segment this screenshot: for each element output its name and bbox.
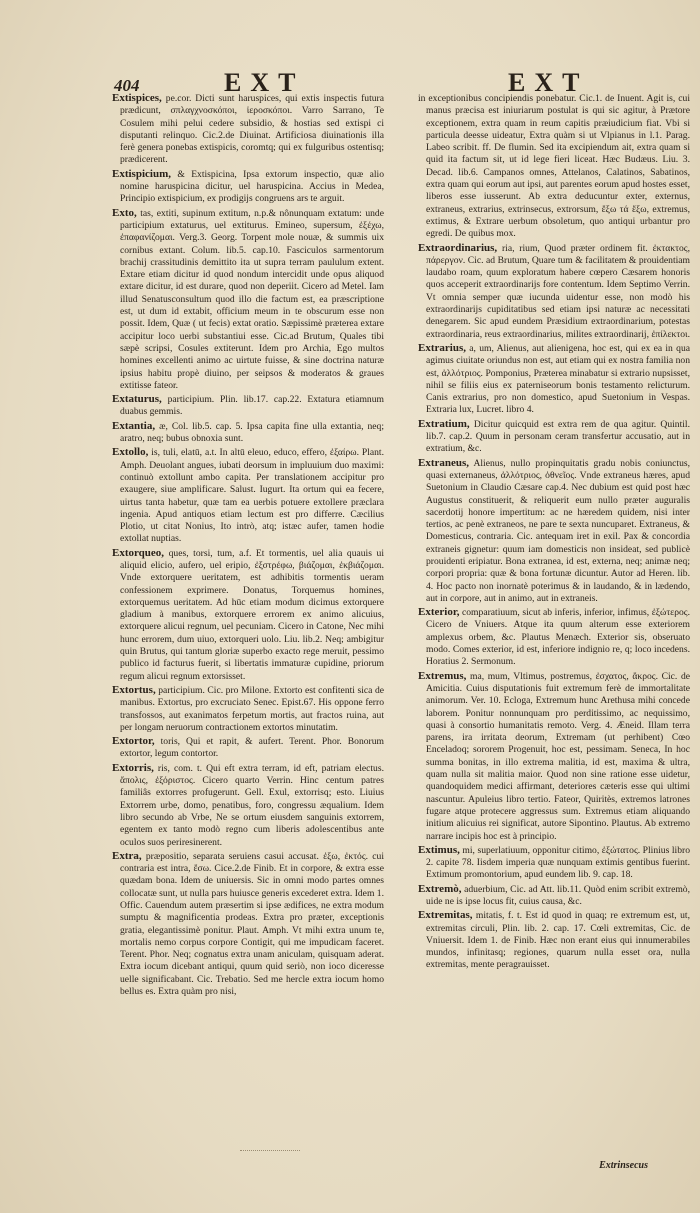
entry-headword: Extorris,	[112, 761, 154, 774]
entry-text: pe.cor. Dicti sunt haruspices, qui extis inspectis futura prædicunt, σπλαγχνοσκόποι, ἱεροσκόποι. Varro Sarrano, Te Cosulem mihi pelui cedere subsidio, & hostias sed extispi ci disputanti relinquo. Cic.2.de Diuinat. Artificiosa diuinationis illa ferè genera ponebas extispicis, coromtq; qui ex fulguribus ostentisq; prædicerent.	[120, 93, 384, 166]
entry-headword: Extratium,	[418, 417, 470, 430]
dictionary-entry	[418, 883, 690, 909]
entry-headword: Extremus,	[418, 669, 467, 682]
dictionary-entry	[418, 909, 690, 971]
entry-headword: Extremò,	[418, 882, 462, 895]
entry-headword: Extortor,	[112, 735, 155, 748]
dictionary-entry	[418, 242, 690, 341]
entry-text: Dicitur quicquid est extra rem de qua agitur. Quintil. lib.7. cap.2. Quum in personam ceram transfertur accusatio, aut in extratium, &c.	[426, 418, 690, 455]
entry-text: participium. Plin. lib.17. cap.22. Extatura etiamnum duabus gemmis.	[120, 394, 384, 418]
entry-headword: Extraordinarius,	[418, 241, 498, 254]
dictionary-entry	[112, 684, 384, 734]
entry-text: ris, com. t. Qui eft extra terram, id eft, patriam electus. ἄπολις, ἐξόριστος. Cicero quarto Verrin. Hinc centum patres familiâs extorres profugerunt. Gell. Exul, extorrisq; esto. Liuius Extorrem urbe, domo, penatibus, foro, congressu æqualium. Idem libro secundo ab Vrbe, Ne se ortum eiusdem sanguinis extorrem, egentem ex tanto modò regno cum liberis adolescentibus ante oculos suos periresinerent.	[120, 762, 384, 848]
entry-text: tas, extiti, supinum extitum, n.p.& nônunquam extatum: unde participium extaturus, uel extiturus. Emineo, supersum, ἐξέχω, ἐπαφανίζομαι. Verg.3. Georg. Torpent mole nouæ, & summis uix cornibus extant. Colum. lib.5. cap.10. Fasciculos sarmentorum brachij crassitudinis demittito ita ut supra terram paululum extent. Extare etiam dicitur id quod nondum intercidit unde opus aliquod extare dicitur, id est durare, quod non deperiit. Cicero ad Metel. Iam illud Senatusconsultum quod illo die factum est, ea præscriptione est, ut dum id extabit, officium meum in te obscurum esse non possit. Idem, Quæ ( ut fecis) extat oratio. Sæpissimè præterea extare accipitur loco uerbi substantiui esse. Cic.ad Brutum, Quales tibi sæpè scripsi, Cosules extiterunt. Idem pro Archia, Ego multos homines excellenti animo ac uirtute fuisse, & sine doctrina naturæ ipsius habitu propè diuino, per seipsos & moderatos & graues extitisse fateor.	[120, 207, 384, 391]
dictionary-entry	[418, 342, 690, 417]
entry-text: Alienus, nullo propinquitatis gradu nobis coniunctus, quasi externaneus, ἀλλότριος, ὀθνεῖος. Vnde extraneus hæres, apud Suetonium in Claudio Cæsare cap.4. Nec dubium est quid post hæc Augustus constituerit, & reliquerit eum nullo præter auguralis sacerdotij honore impertitum: ac ne hæredem quidem, nisi inter tertios, ac penè extraneos, ne pare te sexta nuncuparet. Extraneus, & Domesticus, contraria. Cic. antequam iret in exil. Pax & concordia extraneis gignetur: quum iam domesticis non insideat, sed publicè prouidenti eripiatur. Bona extranea, id est, externa, neq; animæ neq; corpori propria: quæ & bona fortunæ dicuntur. Autor ad Heren. lib. 4. Hoc pacto non inornatè poterimus & in laudando, & in lædendo, aut in corpore, aut in animo, aut in extraneis.	[426, 457, 690, 604]
dictionary-entry	[418, 418, 690, 456]
right-column	[418, 92, 690, 1152]
entry-text: præpositio, separata seruiens casui accusat. ἐξω, ἐκτός. cui contraria est intra, ἔσω. Cice.2.de Finib. Et in corpore, & extra esse quædam bona. Idem de uniuersis. Sic in omni modo partes omnes collocatæ sunt, ut nulla pars huiusce generis excederet extra. Idem 1. Offic. Cauendum autem præsertim si ipse ædifices, ne extra modum sumptu & magnificentia prodeas. Extra pro præter, exceptionis gratia, elegantissimè ponitur. Plaut. Amph. Vt mihi extra unum te, mortalis nemo corpus corpore Contigit, qui me impudicam faceret. Terent. Phor. Neq; cognatus extra unam aniculam, quisquam aderat. Extra iocum dicebant antiqui, quum quid seriò, non ioco diceresse uelle significabant. Cic. Trebatio. Sed me hercle extra iocum homo bellus es. Extra quàm pro nisi,	[120, 850, 384, 998]
dictionary-entry	[112, 446, 384, 545]
dictionary-entry	[112, 393, 384, 419]
entry-headword: Extra,	[112, 849, 142, 862]
entry-headword: Extortus,	[112, 683, 156, 696]
dictionary-entry	[418, 844, 690, 882]
entry-text: ria, rium, Quod præter ordinem fit. ἐκτακτος, πάρεργον. Cic. ad Brutum, Quare tum & facilitatem & prouidentiam laudabo roam, quum exploratum habere cœpero Cæsarem honoris quos acceperit extraordinarijs fore contentum. Idem Septimo Verrin. Vt omnia semper quæ iucunda uidentur esse, non modò his extraordinarijs cupiditatibus sed etiam ipsi naturæ ac necessitati denegarem. Sic apud eundem Præsidium extraordinarium, potestas extraordinaria, reus extraordinarius, milites extraordinarij, ἐπίλεκτοι.	[426, 242, 690, 340]
entry-headword: Extraneus,	[418, 456, 470, 469]
dictionary-entry	[418, 606, 690, 668]
entry-text: comparatiuum, sicut ab inferis, inferior, infimus, ἐξώτερος. Cicero de Vniuers. Atque ita quum alterum esse exteriorem amplexus orbem, &c. Plautus Menæch. Exterior sis, obseruato modo. Comes exterior, id est, inferiore indignio re, q; loco incedens. Horatius 2. Sermonum.	[426, 607, 690, 668]
entry-headword: Extispices,	[112, 92, 162, 104]
ink-smudge	[240, 1150, 300, 1157]
entry-text: ma, mum, Vltimus, postremus, ἐσχατος, ἄκρος. Cic. de Amicitia. Cuius disputationis fuit extremum ferè de immortalitate animorum. Ver. 10. Ecloga, Extremum hunc Arethusa mihi concede laborem. Ponitur nonnunquam pro perditissimo, ac nequissimo, quasi à consortio humanitatis remoto. Verg. 4. Æneid. Illam terra parens, ira irritata deorum, Extremam (ut perhibent) Cœo Enceladoq; sororem Progenuit, hoc est, pessimam. Seneca, In hoc summa bonitas, in illo extrema malitia, id est, maxima & ultra, quam nulla sit malitia maior. Quod non sine ratione esse uidetur, quandoquidem medici affirmant, deteriores cæteris esse qui ultimi nascuntur. Apuleius libro tertio. Fateor, Quiritès, extremos latrones fugare atque protecere aggressus sum. Extremus etiam aliquando initium alicuius rei significat, autore Sipontino. Plautus. Ab extremo narrare incipis hoc est à principio.	[426, 670, 690, 842]
entry-text: toris, Qui et rapit, & aufert. Terent. Phor. Bonorum extortor, legum contortor.	[120, 736, 384, 760]
entry-headword: Extispicium,	[112, 167, 171, 180]
entry-text: is, tuli, elatū, a.t. In altū eleuo, educo, effero, ἐξαίρω. Plant. Amph. Deuolant angues, iubati deorsum in impluuium duo maximi: continuò extollunt ambo capita. Per translationem accipitur pro exaugere, siue amplificare. Salust. Iugurt. Ita ortum qui ea fecere, uirtus tanta habetur, quæ tam ea uerbis potuere extollere præclara ingenia. Apud antiquos etiam lectum est pro differre. Cæcilius Plotio, ut citat Nonius, Ito intrò, atq; istæc aufer, tamen hodie extollat nuptias.	[120, 447, 384, 545]
dictionary-entry	[418, 457, 690, 606]
dictionary-entry	[112, 207, 384, 392]
dictionary-entry	[418, 670, 690, 843]
entry-headword: Extollo,	[112, 446, 149, 459]
entry-headword: Exto,	[112, 206, 137, 219]
dictionary-entry	[112, 168, 384, 206]
dictionary-entry	[418, 92, 690, 241]
dictionary-entry	[112, 92, 384, 167]
dictionary-entry	[112, 850, 384, 999]
entry-headword: Extantia,	[112, 419, 156, 432]
catchword: Extrinsecus	[599, 1160, 648, 1171]
entry-text: æ, Col. lib.5. cap. 5. Ipsa capita fine ulla extantia, neq; aratro, neq; bubus obnoxia sunt.	[120, 420, 384, 445]
entry-text: mitatis, f. t. Est id quod in quaq; re extremum est, ut, extremitas circuli, Plin. lib. 2. cap. 17. Cœli extremitas, Cic. de Vniuersit. Idem 1. de Finib. Hæc non erant eius qui innumerabiles mundos, infinitasq; regiones, quarum nulla esset ora, nulla extremitas, mente peragrauisset.	[426, 910, 690, 971]
dictionary-entry	[112, 735, 384, 761]
entry-headword: Extorqueo,	[112, 546, 165, 559]
entry-headword: Exterior,	[418, 606, 460, 619]
entry-text: & Extispicina, Ipsa extorum inspectio, quæ alio nomine haruspicina dicitur, uel haruspicina. Accius in Medea, Principio extispicium, ex prodigijs congruens ars te arguit.	[120, 168, 384, 205]
entry-text: mi, superlatiuum, opponitur citimo, ἐξώτατος. Plinius libro 2. capite 78. Iisdem imperia quæ nunquam extimis gentibus fuerint. Extimum promontorium, apud eundem lib. 9. cap. 18.	[426, 844, 690, 881]
entry-headword: Extaturus,	[112, 393, 162, 406]
dictionary-entry	[112, 420, 384, 446]
running-head-right: EXT	[508, 68, 589, 97]
entry-text: ques, torsi, tum, a.f. Et tormentis, uel alia quauis ui aliquid elicio, aufero, uel eripio, ἐξστρέφω, βιάζομαι, ἐκβιάζομαι. Vnde extorquere ueritatem, est adhibitis tormentis ueram confessionem exprimere. Donatus, Torquemus homines, extorquemus ueritatem. Ad hūc etiam modum dicimus extorquere gladium à manibus, extorquere errorem ex animo alicuius, extorquere alicui regnum, uel pecuniam. Cicero in Catone, Nec mihi hunc errorem, dum uiuo, extorqueri uolo. Liu. lib.2. Neq; ambigitur quin Brutus, qui tantum gloriæ superbo exacto rege meruit, pessimo publico id facturus fuerit, si libertatis immaturæ cupidine, priorum regum alicui regnum extorsisset.	[120, 547, 384, 682]
left-column	[112, 92, 384, 1152]
entry-headword: Extremitas,	[418, 909, 473, 922]
entry-text: in exceptionibus concipiendis ponebatur. Cic.1. de Inuent. Agit is, cui manus præcisa est iniuriarum postulat is qui sic agitur, à Prætore exceptionem, extra quam in reum capitis præiudicium fiat. Vbi si particula deesse uideatur, Extra quàm si ut Vlpianus in l.1. Parag. Labeo scribit. ff. De flumin. Sed ita excipiendum ait, extra quam si quid ita factum sit, ut id lege fieri liceat. Hæc Budæus. Liu. 3. Decad. lib.6. Campanos omnes, Attelanos, Calatinos, Sabatinos, extra quam qui eorum aut ipsi, aut parentes eorum apud hostes esset, liberos esse iusserunt. Ab extra deducuntur exter, externus, extraneus, extrarius, extrinsecus, extrorsum, ἔξω τά ἔξω, extremus, extimus, & Extrare uerbum obsoletum, quo antiqui urbantur pro egredi. De quibus mox.	[418, 93, 690, 240]
entry-headword: Extrarius,	[418, 341, 466, 354]
entry-text: participium. Cic. pro Milone. Extorto est confitenti sica de manibus. Extortus, pro excruciato Senec. Epist.67. His oppone ferro transfossos, aut exanimatos ferpetum mortis, aut fractos ruina, aut per longam neruorum contractionem extortos minutatim.	[120, 684, 384, 733]
running-head-left: EXT	[224, 68, 305, 97]
dictionary-entry	[112, 762, 384, 849]
page-number: 404	[114, 76, 140, 95]
entry-text: a, um, Alienus, aut alienigena, hoc est, qui ex ea in qua agimus ciuitate oriundus non est, aut etiam qui ex nostra familia non est, ἀλλότριος. Pomponius, Præterea minabatur si extrario nupsisset, nihil se filiis eius ex paterniseorum bonis testamento relicturum. Canis extrarius, pro non domestico, apud Suetonium in Vespas. Extraria lux, Lucret. libro 4.	[426, 342, 690, 416]
dictionary-entry	[112, 547, 384, 683]
entry-headword: Extimus,	[418, 843, 460, 856]
entry-text: aduerbium, Cic. ad Att. lib.11. Quòd enim scribit extremò, uide ne is ipse locus fit, cuius causa, &c.	[426, 883, 690, 907]
